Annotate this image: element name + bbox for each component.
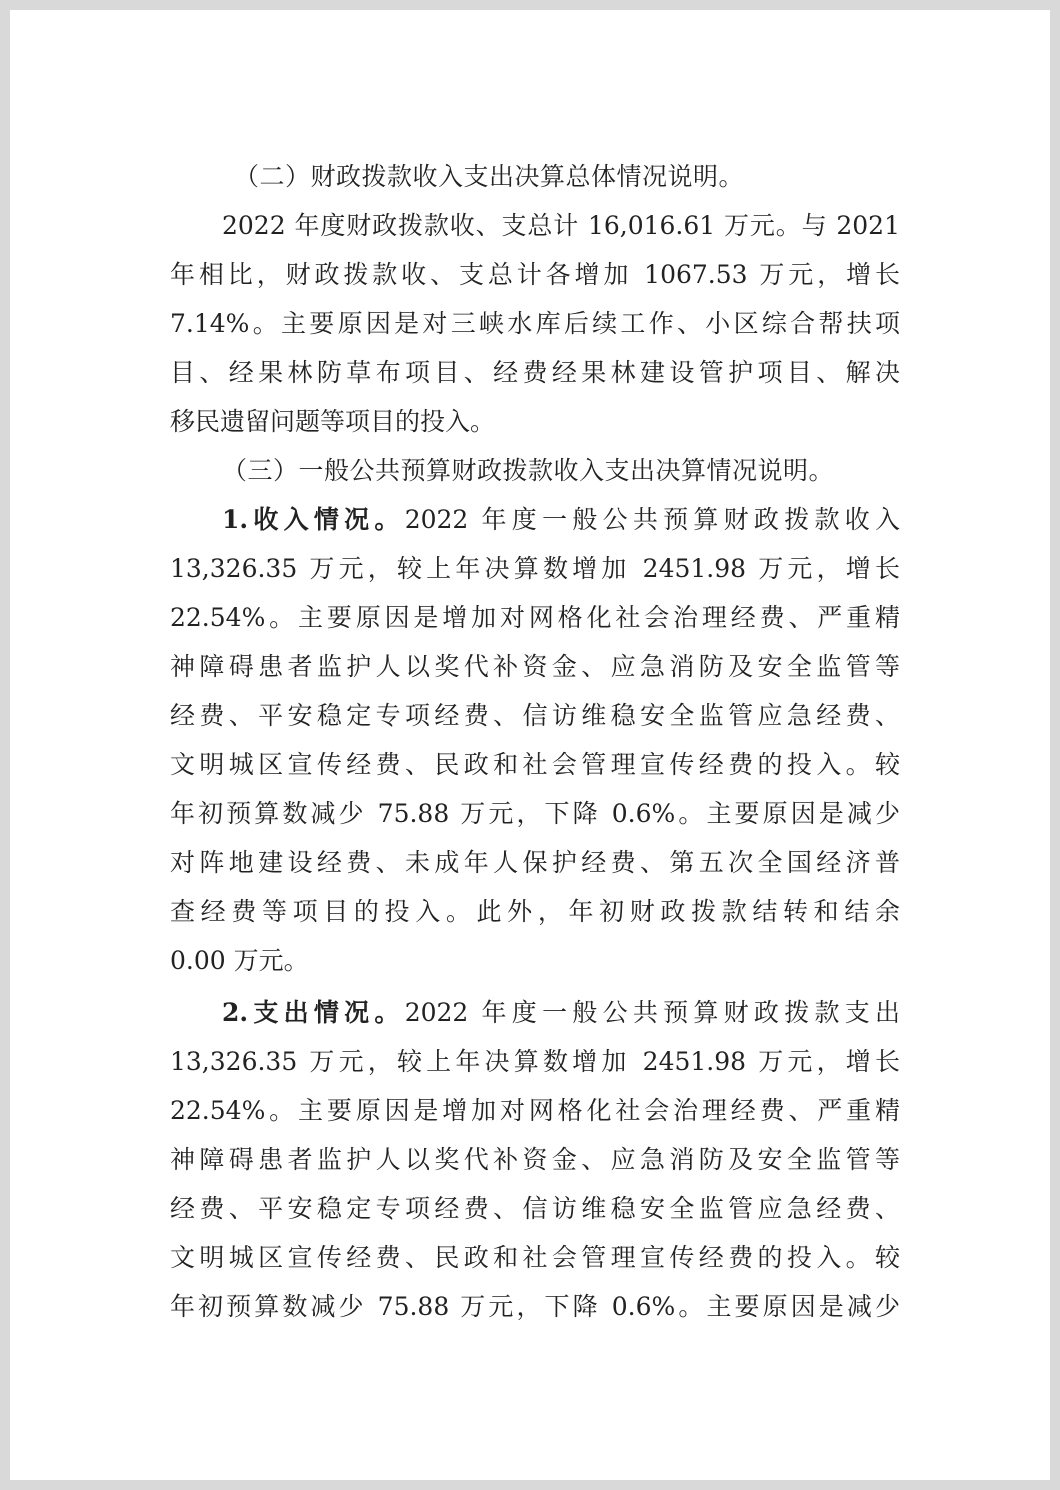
expense-first-line-text: 2022 年度一般公共预算财政拨款支出 bbox=[404, 998, 900, 1027]
income-paragraph-line: 22.54%。主要原因是增加对网格化社会治理经费、严重精 bbox=[170, 603, 900, 632]
income-paragraph-line: 文明城区宣传经费、民政和社会管理宣传经费的投入。较 bbox=[170, 750, 900, 779]
section-2-paragraph-line: 2022 年度财政拨款收、支总计 16,016.61 万元。与 2021 bbox=[222, 211, 900, 240]
expense-paragraph-line: 13,326.35 万元，较上年决算数增加 2451.98 万元，增长 bbox=[170, 1047, 900, 1076]
section-2-paragraph-line: 目、经果林防草布项目、经费经果林建设管护项目、解决 bbox=[170, 358, 900, 387]
expense-paragraph-line: 经费、平安稳定专项经费、信访维稳安全监管应急经费、 bbox=[170, 1194, 900, 1223]
income-paragraph-line: 经费、平安稳定专项经费、信访维稳安全监管应急经费、 bbox=[170, 701, 900, 730]
expense-paragraph-line: 文明城区宣传经费、民政和社会管理宣传经费的投入。较 bbox=[170, 1243, 900, 1272]
income-paragraph-line: 0.00 万元。 bbox=[170, 946, 309, 975]
income-first-line bbox=[170, 495, 900, 544]
section-2-paragraph-line: 7.14%。主要原因是对三峡水库后续工作、小区综合帮扶项 bbox=[170, 309, 900, 338]
document-page bbox=[10, 10, 1050, 1480]
income-label: 1.收入情况。 bbox=[222, 505, 405, 534]
income-paragraph-line: 查经费等项目的投入。此外，年初财政拨款结转和结余 bbox=[170, 897, 900, 926]
section-2-paragraph-line: 年相比，财政拨款收、支总计各增加 1067.53 万元，增长 bbox=[170, 260, 900, 289]
section-2-heading: （二）财政拨款收入支出决算总体情况说明。 bbox=[234, 162, 745, 191]
expense-label: 2.支出情况。 bbox=[222, 998, 405, 1027]
expense-paragraph-line: 神障碍患者监护人以奖代补资金、应急消防及安全监管等 bbox=[170, 1145, 900, 1174]
section-2-paragraph-line: 移民遗留问题等项目的投入。 bbox=[170, 407, 496, 436]
income-paragraph-line: 13,326.35 万元，较上年决算数增加 2451.98 万元，增长 bbox=[170, 554, 900, 583]
income-paragraph-line: 神障碍患者监护人以奖代补资金、应急消防及安全监管等 bbox=[170, 652, 900, 681]
expense-paragraph-line: 年初预算数减少 75.88 万元，下降 0.6%。主要原因是减少 bbox=[170, 1292, 900, 1321]
section-3-heading: （三）一般公共预算财政拨款收入支出决算情况说明。 bbox=[222, 456, 835, 485]
expense-paragraph-line: 22.54%。主要原因是增加对网格化社会治理经费、严重精 bbox=[170, 1096, 900, 1125]
income-paragraph-line: 对阵地建设经费、未成年人保护经费、第五次全国经济普 bbox=[170, 848, 900, 877]
income-paragraph-line: 年初预算数减少 75.88 万元，下降 0.6%。主要原因是减少 bbox=[170, 799, 900, 828]
expense-first-line bbox=[170, 988, 900, 1037]
document-body bbox=[170, 152, 900, 1331]
income-first-line-text: 2022 年度一般公共预算财政拨款收入 bbox=[404, 505, 900, 534]
